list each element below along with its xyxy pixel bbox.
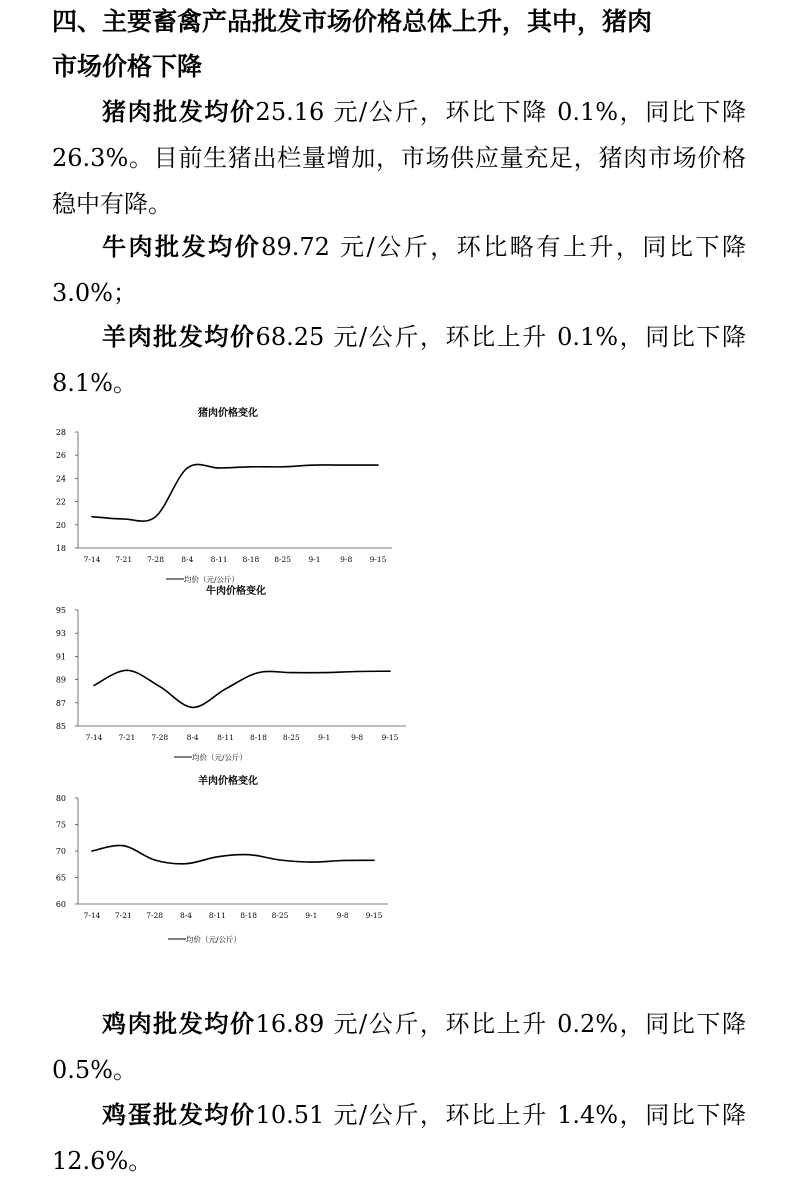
data-point [314,464,316,466]
x-tick-label: 8-11 [210,555,228,564]
mutton-label: 羊肉批发均价 [102,323,256,351]
y-tick-label: 65 [55,873,66,883]
x-tick-label: 8-25 [274,555,292,564]
data-point [155,516,157,518]
data-point [356,671,358,673]
x-tick-label: 8-25 [271,911,289,920]
legend-label: 均价（元/公斤） [186,935,242,944]
x-tick-label: 9-8 [340,555,353,564]
paragraph-chicken [52,1001,746,1093]
y-tick-label: 87 [55,698,66,708]
y-tick-label: 18 [55,544,66,553]
y-tick-label: 22 [55,497,66,507]
x-tick-label: 8-18 [240,911,258,920]
data-point [185,863,187,865]
legend-label: 均价（元/公斤） [192,753,248,762]
x-tick-label: 7-28 [146,911,164,920]
y-tick-label: 91 [55,652,66,662]
y-tick-label: 24 [55,474,66,484]
chart-mutton [40,772,440,952]
y-tick-label: 75 [55,820,66,830]
series-line [94,670,390,707]
chart-title: 牛肉价格变化 [206,586,266,597]
data-point [279,859,281,861]
y-tick-label: 26 [55,451,66,461]
data-point [248,854,250,856]
series-line [92,845,374,863]
chart-pork [40,402,440,592]
data-point [218,467,220,469]
x-tick-label: 8-18 [250,733,267,742]
data-point [377,464,379,466]
x-tick-label: 8-11 [217,733,234,742]
x-tick-label: 7-14 [83,911,101,920]
mutton-price-chart [40,772,440,952]
data-point [250,466,252,468]
x-tick-label: 9-1 [318,733,331,742]
chicken-label: 鸡肉批发均价 [102,1010,256,1038]
x-tick-label: 8-18 [242,555,260,564]
y-tick-label: 93 [55,629,66,639]
section-heading-line1: 四、主要畜禽产品批发市场价格总体上升，其中，猪肉 [52,7,653,36]
y-tick-label: 85 [55,722,66,731]
x-tick-label: 7-14 [83,555,101,564]
y-tick-label: 70 [55,847,66,856]
y-tick-label: 60 [55,900,66,909]
data-point [258,672,260,674]
data-point [123,518,125,520]
x-tick-label: 8-11 [208,911,226,920]
beef-price-chart [40,586,440,770]
pork-label: 猪肉批发均价 [102,98,256,126]
y-tick-label: 80 [55,794,66,803]
data-point [291,672,293,674]
x-tick-label: 9-1 [305,911,318,920]
x-tick-label: 7-14 [85,733,103,742]
data-point [91,516,93,518]
data-point [154,859,156,861]
data-point [123,845,125,847]
egg-label: 鸡蛋批发均价 [102,1101,256,1129]
data-point [373,859,375,861]
paragraph-egg [52,1092,746,1184]
chart-title: 猪肉价格变化 [198,408,258,419]
section-heading-line2: 市场价格下降 [52,52,203,81]
x-tick-label: 8-4 [179,911,193,920]
x-tick-label: 7-21 [115,555,133,564]
data-point [187,467,189,469]
chart-title: 羊肉价格变化 [198,776,258,787]
data-point [389,670,391,672]
paragraph-mutton [52,314,746,406]
legend-label: 均价（元/公斤） [184,575,240,584]
chart-beef [40,586,440,770]
x-tick-label: 8-25 [282,733,300,742]
data-point [225,688,227,690]
paragraph-beef [52,224,746,316]
chicken-text: 16.89 元/公斤，环比上升 0.2%，同比下降 0.5%。 [52,1010,747,1084]
x-tick-label: 9-15 [381,733,399,742]
y-tick-label: 89 [55,675,66,685]
x-tick-label: 7-21 [118,733,136,742]
y-tick-label: 20 [55,520,66,530]
x-tick-label: 7-28 [147,555,164,564]
data-point [342,860,344,862]
x-tick-label: 9-1 [308,555,321,564]
data-point [345,464,347,466]
x-tick-label: 7-21 [114,911,132,920]
beef-label: 牛肉批发均价 [102,233,262,261]
x-tick-label: 8-4 [186,733,199,742]
data-point [93,685,95,687]
series-line [92,464,378,521]
beef-text: 89.72 元/公斤，环比略有上升，同比下降 3.0%； [52,233,747,307]
x-tick-label: 9-15 [365,911,383,920]
y-tick-label: 95 [55,606,66,615]
y-tick-label: 28 [55,428,66,437]
x-tick-label: 9-8 [351,733,364,742]
x-tick-label: 9-15 [369,555,387,564]
data-point [282,466,284,468]
egg-text: 10.51 元/公斤，环比上升 1.4%，同比下降 12.6%。 [52,1101,747,1175]
data-point [323,672,325,674]
x-tick-label: 7-28 [151,733,169,742]
data-point [159,686,161,688]
data-point [192,707,194,709]
pork-text: 25.16 元/公斤，环比下降 0.1%，同比下降 26.3%。目前生猪出栏量增加，市场供应量充足，猪肉市场价格稳中有降。 [52,98,747,218]
x-tick-label: 9-8 [336,911,349,920]
data-point [311,861,313,863]
data-point [91,850,93,852]
pork-price-chart [40,402,440,592]
data-point [217,856,219,858]
x-tick-label: 8-4 [181,555,194,564]
paragraph-pork [52,89,746,227]
data-point [126,670,128,672]
mutton-text: 68.25 元/公斤，环比上升 0.1%，同比下降 8.1%。 [52,323,747,397]
